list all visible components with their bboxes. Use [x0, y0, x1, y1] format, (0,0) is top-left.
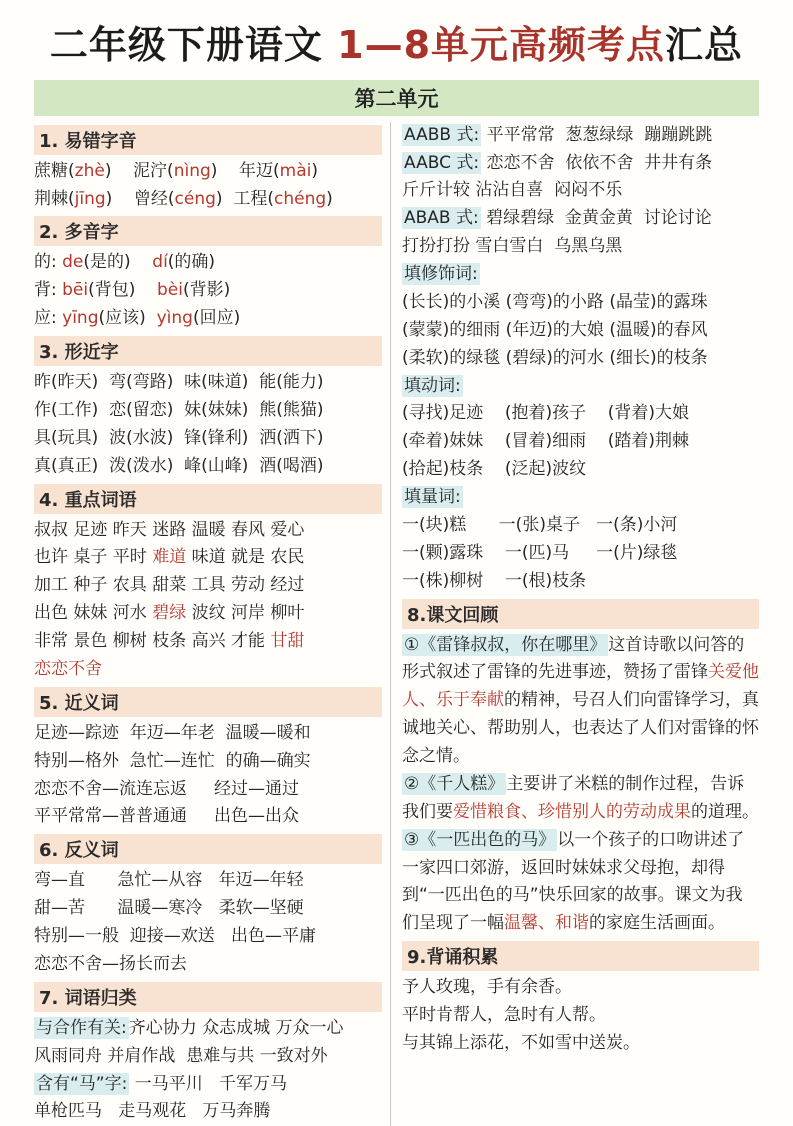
emphasis-text: yīng — [62, 308, 99, 329]
section — [402, 599, 759, 939]
text-line — [34, 425, 382, 453]
text-line — [402, 373, 759, 401]
text-segment: 齐心协力 众志成城 万众一心 — [128, 1017, 344, 1038]
title-part-black-1: 二年级下册语文 — [49, 23, 338, 67]
text-segment: 以一个孩子的口吻讲述了一家四口郊游，返回时妹妹求父母抱，却得到“一匹出色的马”快乐回家的故事。课文为我们呈现了一幅 — [402, 829, 745, 934]
text-line — [402, 177, 759, 205]
text-line — [34, 867, 382, 895]
right-column — [391, 122, 759, 1126]
text-segment: 恋恋不舍—流连忘返 经过—通过 — [34, 778, 300, 799]
text-segment: 碧绿碧绿 金黄金黄 讨论讨论 — [480, 208, 712, 229]
text-line — [402, 150, 759, 178]
section-header: 8.课文回顾 — [402, 599, 759, 629]
section — [402, 122, 759, 261]
text-line — [402, 289, 759, 317]
section — [402, 484, 759, 596]
text-line — [34, 249, 382, 277]
highlight-label: ABAB 式: — [404, 208, 479, 229]
text-segment: 蔗糖( — [34, 160, 75, 181]
text-segment: 与其锦上添花，不如雪中送炭。 — [402, 1032, 640, 1053]
highlight-label: 与合作有关: — [36, 1017, 127, 1038]
text-line — [34, 923, 382, 951]
text-line — [402, 456, 759, 484]
section-header: 3. 形近字 — [34, 336, 382, 366]
text-segment: 单枪匹马 走马观花 万马奔腾 — [34, 1101, 271, 1122]
highlight-label: ①《雷锋叔叔，你在哪里》 — [404, 634, 607, 655]
text-line — [34, 369, 382, 397]
content-columns — [34, 122, 759, 1126]
emphasis-text: 难道 — [152, 547, 187, 568]
text-line — [34, 951, 382, 979]
text-segment: 恋恋不舍 依依不舍 井井有条 — [481, 152, 713, 173]
emphasis-text: bēi — [62, 280, 89, 301]
emphasis-text: 恋恋不舍 — [34, 658, 102, 679]
text-line — [402, 205, 759, 233]
text-segment: 足迹—踪迹 年迈—年老 温暖—暖和 — [34, 722, 311, 743]
text-segment: (长长)的小溪 (弯弯)的小路 (晶莹)的露珠 — [402, 291, 708, 312]
text-line — [402, 317, 759, 345]
text-segment: 味道 就是 农民 — [186, 547, 305, 568]
text-line — [34, 1071, 382, 1099]
text-line — [34, 776, 382, 804]
text-segment: (应该) — [98, 308, 157, 329]
text-segment: (寻找)足迹 (抱着)孩子 (背着)大娘 — [402, 403, 690, 424]
text-line — [402, 261, 759, 289]
text-segment: 这首诗歌以问答的形式叙述了雷锋的先进事迹，赞扬了雷锋 — [402, 634, 745, 683]
emphasis-text: 关爱他人、乐于奉献 — [402, 662, 759, 711]
text-segment: 特别—格外 急忙—连忙 的确—确实 — [34, 750, 311, 771]
text-segment: ) 年迈( — [210, 160, 280, 181]
text-line — [402, 974, 759, 1002]
section — [34, 484, 382, 684]
emphasis-text: jīng — [74, 188, 106, 209]
text-segment: 的道理。 — [691, 801, 759, 822]
emphasis-text: zhè — [74, 160, 105, 181]
section — [34, 336, 382, 481]
text-line — [402, 484, 759, 512]
emphasis-text: yìng — [156, 308, 193, 329]
left-column — [34, 122, 391, 1126]
text-segment: 特别—一般 迎接—欢送 出色—平庸 — [34, 926, 317, 947]
page-title — [34, 24, 759, 68]
text-segment: 弯—直 急忙—从容 年迈—年轻 — [34, 870, 304, 891]
text-line — [34, 1015, 382, 1043]
text-segment: 风雨同舟 并肩作战 患难与共 一致对外 — [34, 1045, 328, 1066]
section — [402, 373, 759, 485]
text-line — [402, 632, 759, 771]
title-part-black-2: 汇总 — [665, 23, 744, 67]
text-line — [402, 400, 759, 428]
text-line — [34, 544, 382, 572]
section — [34, 834, 382, 979]
text-segment: 甜—苦 温暖—寒冷 柔软—坚硬 — [34, 898, 304, 919]
text-segment: 昨(昨天) 弯(弯路) 味(味道) 能(能力) — [34, 372, 324, 393]
text-line — [34, 895, 382, 923]
text-segment: 的家庭生活画面。 — [589, 913, 725, 934]
text-line — [402, 1002, 759, 1030]
section — [34, 687, 382, 832]
text-line — [34, 397, 382, 425]
text-line — [34, 572, 382, 600]
text-segment: 出色 妹妹 河水 — [34, 603, 153, 624]
text-segment: 予人玫瑰，手有余香。 — [402, 977, 572, 998]
text-segment: (牵着)妹妹 (冒着)细雨 (踏着)荆棘 — [402, 431, 690, 452]
text-line — [34, 158, 382, 186]
text-segment: (背影) — [183, 280, 231, 301]
text-line — [402, 771, 759, 827]
text-segment: 一(块)糕 一(张)桌子 一(条)小河 — [402, 514, 678, 535]
section-header: 7. 词语归类 — [34, 982, 382, 1012]
highlight-label: 填动词: — [404, 375, 461, 396]
text-line — [34, 720, 382, 748]
text-segment: 恋恋不舍—扬长而去 — [34, 953, 187, 974]
highlight-label: ②《千人糕》 — [404, 773, 505, 794]
text-line — [34, 186, 382, 214]
text-segment: 加工 种子 农具 甜菜 工具 劳动 经过 — [34, 575, 305, 596]
text-segment: 平平常常—普普通通 出色—出众 — [34, 806, 300, 827]
text-line — [34, 453, 382, 481]
text-segment: 打扮打扮 雪白雪白 乌黑乌黑 — [402, 236, 623, 257]
section — [34, 125, 382, 214]
section-header: 4. 重点词语 — [34, 484, 382, 514]
text-segment: 一(株)柳树 一(根)枝条 — [402, 570, 587, 591]
text-segment: ) — [311, 160, 319, 181]
text-line — [34, 803, 382, 831]
text-segment: 也许 桌子 平时 — [34, 547, 153, 568]
text-segment: 应: — [34, 308, 63, 329]
text-line — [34, 277, 382, 305]
text-line — [402, 512, 759, 540]
text-line — [402, 428, 759, 456]
text-line — [34, 748, 382, 776]
text-line — [402, 540, 759, 568]
emphasis-text: 温馨、和谐 — [504, 913, 589, 934]
text-segment: (回应) — [192, 308, 241, 329]
emphasis-text: nìng — [173, 160, 211, 181]
emphasis-text: 碧绿 — [152, 603, 187, 624]
emphasis-text: dí — [152, 252, 168, 273]
text-segment: (是的) — [83, 252, 153, 273]
text-segment: (背包) — [88, 280, 158, 301]
emphasis-text: chéng — [274, 188, 327, 209]
text-segment: 背: — [34, 280, 63, 301]
emphasis-text: de — [62, 252, 84, 273]
section-header: 1. 易错字音 — [34, 125, 382, 155]
text-segment: 平平常常 葱葱绿绿 蹦蹦跳跳 — [481, 124, 713, 145]
text-segment: ) 工程( — [215, 188, 274, 209]
text-line — [402, 1030, 759, 1058]
text-line — [34, 1043, 382, 1071]
emphasis-text: bèi — [157, 280, 183, 301]
text-segment: 平时肯帮人，急时有人帮。 — [402, 1005, 606, 1026]
text-line — [34, 628, 382, 656]
text-segment: 的精神，号召人们向雷锋学习，真诚地关心、帮助别人，也表达了人们对雷锋的怀念之情。 — [402, 690, 759, 767]
text-line — [402, 827, 759, 939]
text-segment: ) 泥泞( — [104, 160, 174, 181]
text-line — [402, 122, 759, 150]
text-segment: 叔叔 足迹 昨天 迷路 温暖 春风 爱心 — [34, 519, 305, 540]
text-segment: 荆棘( — [34, 188, 75, 209]
text-segment: 真(真正) 泼(泼水) 峰(山峰) 酒(喝酒) — [34, 455, 324, 476]
section-header: 6. 反义词 — [34, 834, 382, 864]
text-line — [34, 656, 382, 684]
text-segment: 一马平川 千军万马 — [129, 1073, 287, 1094]
emphasis-text: céng — [174, 188, 216, 209]
text-segment: (柔软)的绿毯 (碧绿)的河水 (细长)的枝条 — [402, 347, 708, 368]
text-segment: 作(工作) 恋(留恋) 妹(妹妹) 熊(熊猫) — [34, 399, 324, 420]
text-segment: ) — [326, 188, 333, 209]
text-line — [402, 345, 759, 373]
highlight-label: 填量词: — [404, 487, 461, 508]
text-segment: 主要讲了米糕的制作过程，告诉我们要 — [402, 773, 745, 822]
text-line — [34, 517, 382, 545]
emphasis-text: 甘甜 — [270, 631, 305, 652]
section — [34, 982, 382, 1126]
title-part-red: 1—8单元高频考点 — [337, 23, 666, 67]
highlight-label: ③《一匹出色的马》 — [404, 829, 556, 850]
text-segment: 一(颗)露珠 一(匹)马 一(片)绿毯 — [402, 542, 678, 563]
text-segment: 具(玩具) 波(水波) 锋(锋利) 洒(洒下) — [34, 427, 324, 448]
emphasis-text: mài — [279, 160, 312, 181]
highlight-label: 填修饰词: — [404, 264, 478, 285]
text-segment: 波纹 河岸 柳叶 — [186, 603, 305, 624]
section-header: 9.背诵积累 — [402, 941, 759, 971]
text-segment: 的: — [34, 252, 63, 273]
text-line — [34, 305, 382, 333]
text-line — [402, 233, 759, 261]
unit-banner: 第二单元 — [34, 80, 759, 116]
text-line — [402, 568, 759, 596]
highlight-label: AABC 式: — [404, 152, 480, 173]
highlight-label: AABB 式: — [404, 124, 480, 145]
text-segment: 斤斤计较 沾沾自喜 闷闷不乐 — [402, 180, 623, 201]
section-header: 2. 多音字 — [34, 216, 382, 246]
text-segment: ) 曾经( — [105, 188, 175, 209]
section — [402, 941, 759, 1058]
text-segment: 非常 景色 柳树 枝条 高兴 才能 — [34, 631, 271, 652]
highlight-label: 含有“马”字: — [36, 1073, 128, 1094]
text-segment: (蒙蒙)的细雨 (年迈)的大娘 (温暖)的春风 — [402, 319, 708, 340]
text-segment: (拾起)枝条 (泛起)波纹 — [402, 459, 587, 480]
text-segment: (的确) — [167, 252, 216, 273]
section — [34, 216, 382, 333]
section — [402, 261, 759, 373]
section-header: 5. 近义词 — [34, 687, 382, 717]
emphasis-text: 爱惜粮食、珍惜别人的劳动成果 — [453, 801, 691, 822]
text-line — [34, 600, 382, 628]
